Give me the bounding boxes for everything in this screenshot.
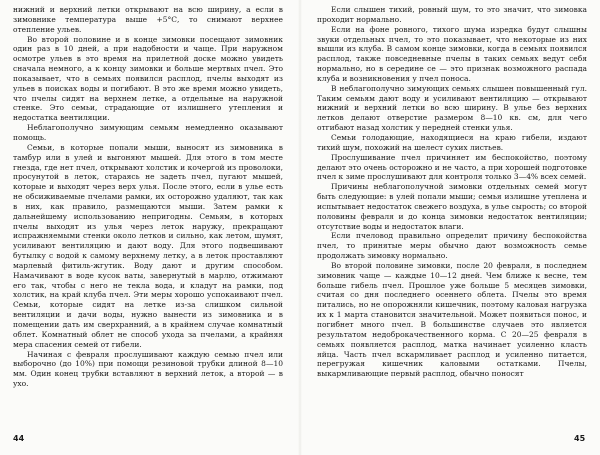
right-paragraph-3: В неблагополучно зимующих семьях слышен повышенный гул. Таким семьям дают воду и усиливают вентиляцию — открывают нижний и верхний летки во всю ширину. В улье без верхних летков делают отверстие размером 8—10 кв. см, для чего отгибают назад холстик у передней стенки улья. <box>317 83 587 133</box>
left-page <box>13 5 283 425</box>
left-paragraph-4: Семьи, в которые попали мыши, выносят из зимовника в тамбур или в улей и выгоняют мышей. Для этого в том месте гнезда, где нет пчел, открывают холстик и кочергой из проволоки, просунутой в леток, стараясь не задеть пчел, пугают мышей, которые и выходят через верх улья. После этого, если в улье есть не обсиживаемые пчелами рамки, их осторожно удаляют, так как в них, как правило, размещаются мыши. Затем рамки к дальнейшему использованию непригодны. Семьям, в которых пчелы выходят из улья через леток наружу, прекращают испражняемыми стенки около летков и сильно, как летом, шумят, усиливают вентиляцию и дают воду. Для этого подвешивают бутылку с водой к самому верхнему летку, а в леток проставляют марлевый фитиль-жгутик. Воду дают и другим способом. Намачивают в воде кусок ваты, завернутый в марлю, отжимают его так, чтобы с него не текла вода, и кладут на рамки, под холстик, на край клуба пчел. Эти меры хорошо успокаивают пчел. Семьи, которые сидят на летке из-за слишком сильной вентиляции и дачи воды, нужно вынести из зимовника и в помещении дать им сверхранний, а в крайнем случае комнатный облет. Комнатный облет не способ ухода за пчелами, а крайняя мера спасения семей от гибели. <box>13 142 283 349</box>
right-paragraph-8: Во второй половине зимовки, после 20 февраля, в последнем зимовник чаще — каждые 10—12 дней. Чем ближе к весне, тем больше гибель пчел. Прошлое уже больше 5 месяцев зимовки, считая со дня последнего осеннего облета. Пчелы это время питались, но не опорожняли кишечник, поэтому каловая нагрузка их к 1 марта становится значительной. Может появиться понос, и погибнет много пчел. В большинстве случаев это является результатом недоброкачественного корма. С 20—25 февраля в семьях появляется расплод, матка начинает усиленно класть яйца. Часть пчел вскармливает расплод и усиленно питается, перегружая кишечник каловыми остатками. Пчелы, выкармливающие первый расплод, обычно поносят <box>317 260 587 379</box>
left-paragraph-2: Во второй половине и в конце зимовки посещают зимовник один раз в 10 дней, а при надобности и чаще. При наружном осмотре ульев в это время на прилетной доске можно увидеть сначала немного, а к концу зимовки и больше мертвых пчел. Это показывает, что в семьях появился расплод, пчелы выходят из ульев в поисках воды и погибают. В это же время можно увидеть, что пчелы сидят на верхнем летке, а отдельные на наружной стенке. Это семьи, страдающие от излишнего утепления и недостатка вентиляции. <box>13 34 283 123</box>
right-paragraph-6: Причины неблагополучной зимовки отдельных семей могут быть следующие: в улей попали мыши; семья излишне утеплена и испытывает недостаток свежего воздуха, в улье сырость; со второй половины февраля и до конца зимовки недостаток вентиляции; отсутствие воды и недостаток влаги. <box>317 182 587 231</box>
left-paragraph-5: Начиная с февраля прослушивают каждую семью пчел или выборочно (до 10%) при помощи резиновой трубки длиной 8—10 мм. Один конец трубки вставляют в верхний леток, а второй — в ухо. <box>13 349 283 389</box>
left-paragraph-3: Неблагополучно зимующим семьям немедленно оказывают помощь. <box>13 123 283 142</box>
right-page-number: 45 <box>574 434 586 443</box>
right-paragraph-5: Прослушивание пчел причиняет им беспокойство, поэтому делают это очень осторожно и не часто, а при хорошей подготовке пчел к зиме прослушивают для контроля только 3—4% всех семей. <box>317 152 587 182</box>
right-page <box>317 5 587 425</box>
right-paragraph-2: Если на фоне ровного, тихого шума изредка будут слышны звуки отдельных пчел, то это показывает, что некоторые из них вышли из клуба. В самом конце зимовки, когда в семьях появился расплод, также повседневные пчелы в таких семьях ведут себя нормально, но в середине се — это признак возможного распада клуба и возникновения у пчел поноса. <box>317 24 587 83</box>
right-paragraph-1: Если слышен тихий, ровный шум, то это значит, что зимовка проходит нормально. <box>317 5 587 24</box>
left-page-number: 44 <box>13 434 25 443</box>
right-paragraph-7: Если пчеловод правильно определит причину беспокойства пчел, то принятые меры обычно дают возможность семье продолжать зимовку нормально. <box>317 231 587 261</box>
left-paragraph-1: нижний и верхний летки открывают на всю ширину, а если в зимовнике температура выше +5°С, то снимают верхнее отепление ульев. <box>13 5 283 34</box>
book-gutter <box>298 0 302 455</box>
right-paragraph-4: Семьи голодающие, находящиеся на краю гибели, издают тихий шум, похожий на шелест сухих листьев. <box>317 132 587 152</box>
